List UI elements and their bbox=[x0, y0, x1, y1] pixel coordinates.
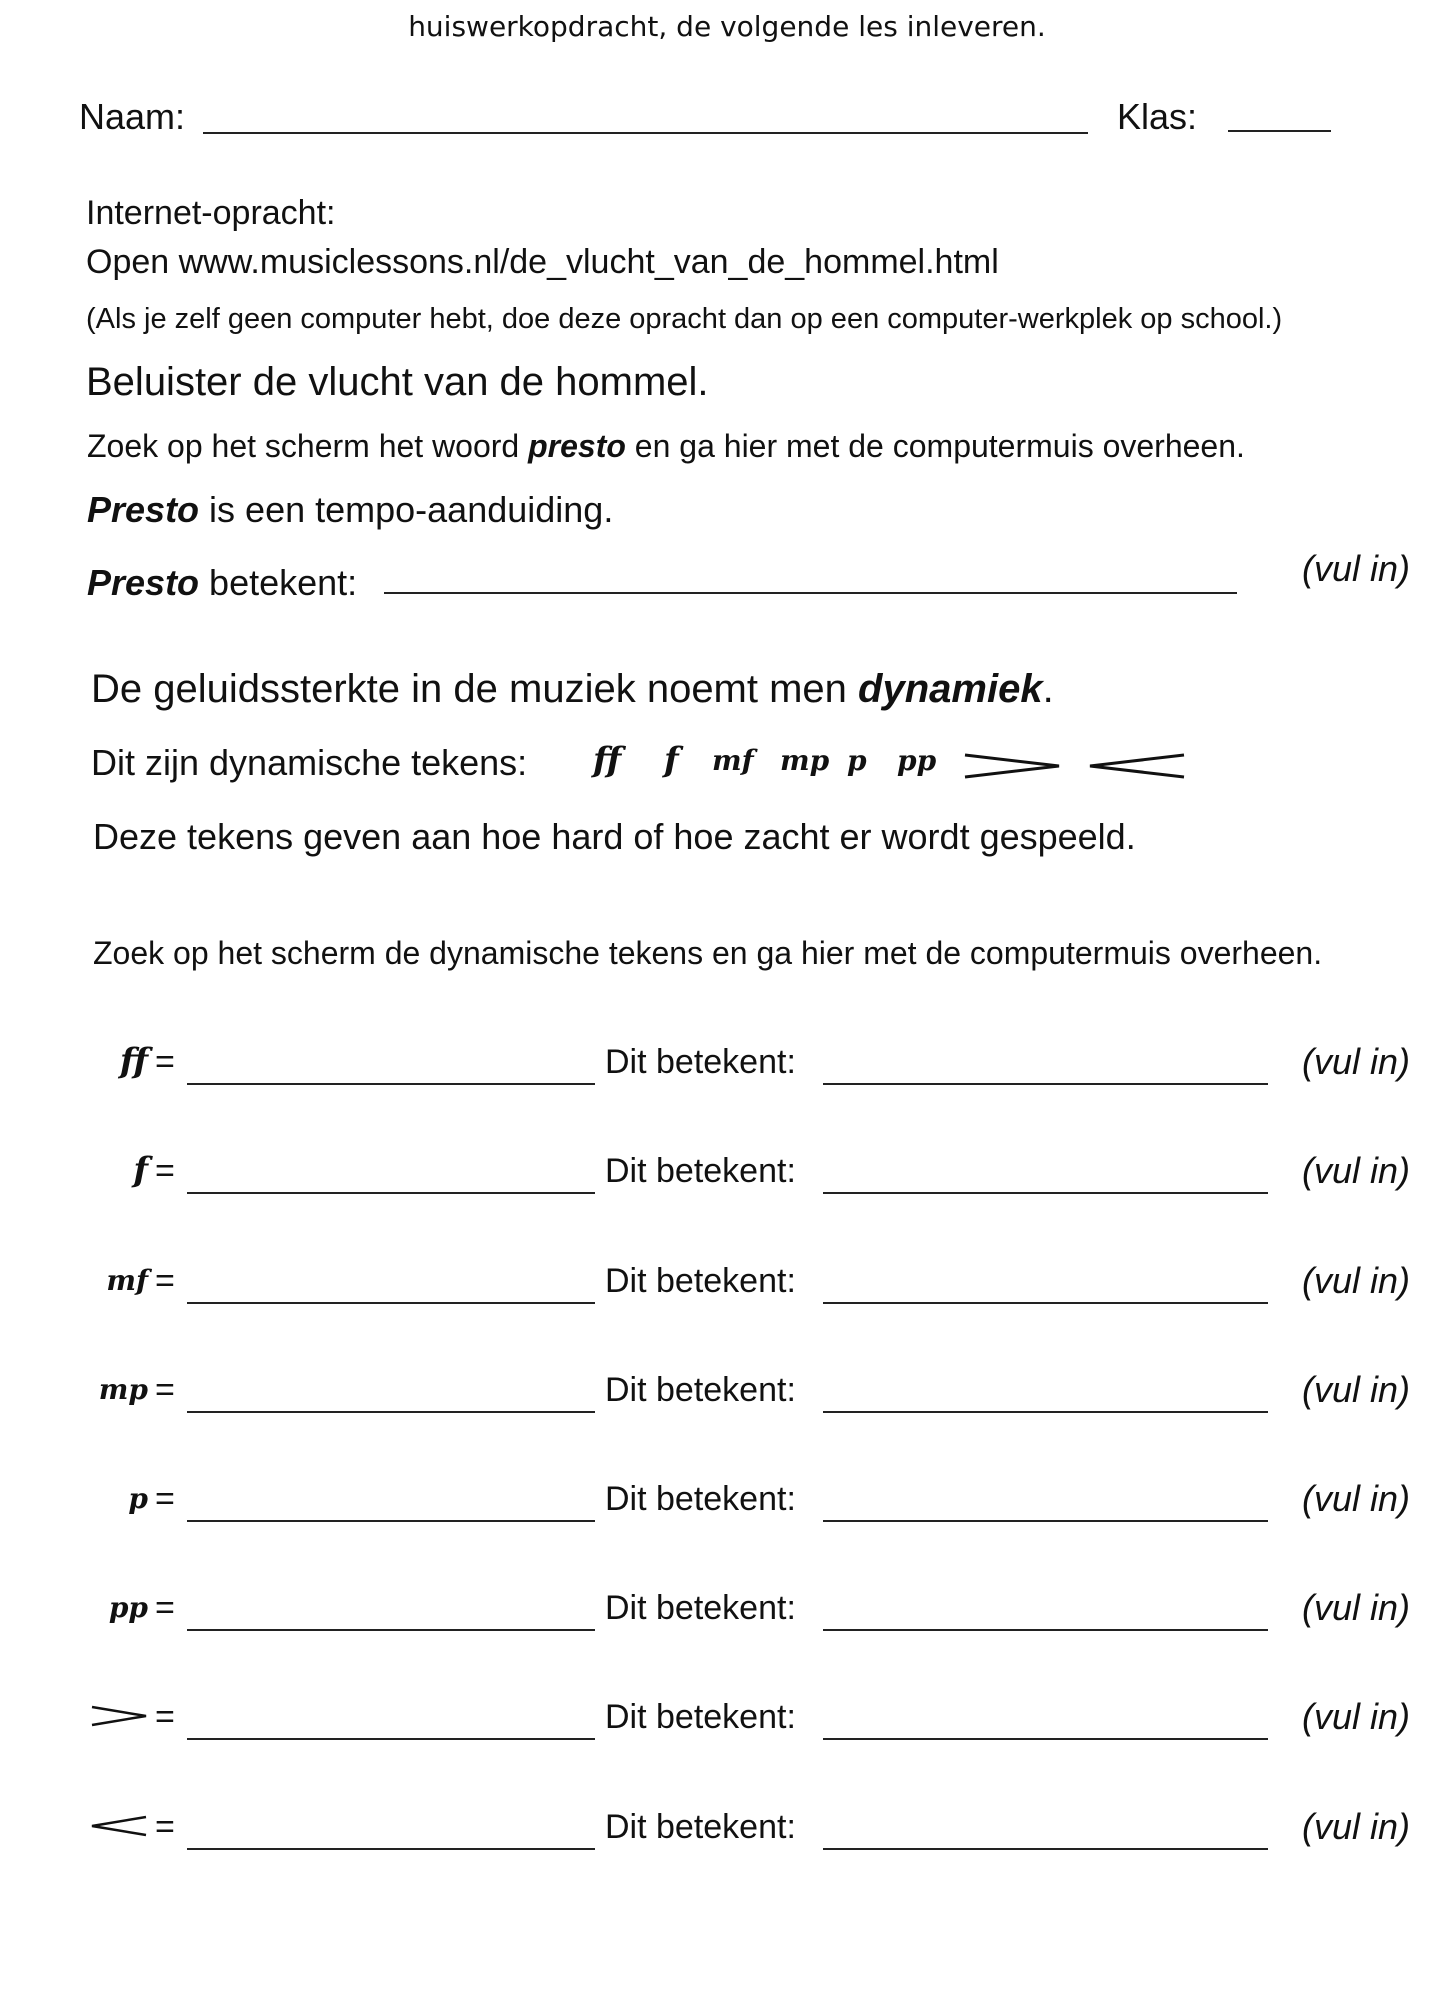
equals-sign: = bbox=[155, 1589, 175, 1627]
dynamics-intro: De geluidssterkte in de muziek noemt men dynamiek. bbox=[91, 667, 1054, 711]
fill-in-hint: (vul in) bbox=[1302, 1369, 1411, 1410]
internet-heading: Internet-opracht: bbox=[86, 194, 336, 232]
sign-name-input-line[interactable] bbox=[187, 1629, 595, 1631]
sign-name-input-line[interactable] bbox=[187, 1083, 595, 1085]
dynamics-row-mp bbox=[0, 1361, 1454, 1421]
fill-in-hint: (vul in) bbox=[1302, 1260, 1411, 1301]
homework-note: huiswerkopdracht, de volgende les inleveren. bbox=[408, 10, 1046, 43]
dynamics-row-pp bbox=[0, 1579, 1454, 1639]
sign-ff: ff bbox=[593, 740, 622, 780]
presto-fill-in: (vul in) bbox=[1302, 548, 1411, 589]
meaning-input-line[interactable] bbox=[823, 1192, 1268, 1194]
meaning-label: Dit betekent: bbox=[605, 1589, 796, 1627]
presto-answer-line[interactable] bbox=[384, 592, 1237, 594]
dynamics-row-f bbox=[0, 1142, 1454, 1202]
sign-name-input-line[interactable] bbox=[187, 1848, 595, 1850]
equals-sign: = bbox=[155, 1808, 175, 1846]
crescendo-icon bbox=[1088, 752, 1188, 780]
class-label: Klas: bbox=[1117, 96, 1198, 137]
fill-in-hint: (vul in) bbox=[1302, 1478, 1411, 1519]
row-sign: p bbox=[128, 1482, 148, 1515]
meaning-input-line[interactable] bbox=[823, 1302, 1268, 1304]
meaning-label: Dit betekent: bbox=[605, 1152, 796, 1190]
crescendo-icon bbox=[90, 1814, 150, 1838]
computer-note: (Als je zelf geen computer hebt, doe deze opracht dan op een computer-werkplek op school.) bbox=[86, 303, 1283, 335]
row-sign: ff bbox=[119, 1041, 148, 1081]
row-sign: f bbox=[133, 1150, 148, 1190]
meaning-label: Dit betekent: bbox=[605, 1480, 796, 1518]
meaning-input-line[interactable] bbox=[823, 1848, 1268, 1850]
presto-tempo-text: Presto is een tempo-aanduiding. bbox=[87, 489, 614, 530]
sign-name-input-line[interactable] bbox=[187, 1192, 595, 1194]
equals-sign: = bbox=[155, 1371, 175, 1409]
listen-heading: Beluister de vlucht van de hommel. bbox=[86, 360, 709, 404]
dynamic-signs-label: Dit zijn dynamische tekens: bbox=[91, 742, 528, 783]
equals-sign: = bbox=[155, 1698, 175, 1736]
meaning-label: Dit betekent: bbox=[605, 1698, 796, 1736]
sign-name-input-line[interactable] bbox=[187, 1738, 595, 1740]
meaning-input-line[interactable] bbox=[823, 1629, 1268, 1631]
sign-mp: mp bbox=[780, 744, 830, 777]
sign-mf: mf bbox=[712, 744, 754, 777]
decrescendo-icon bbox=[963, 752, 1063, 780]
sign-name-input-line[interactable] bbox=[187, 1302, 595, 1304]
equals-sign: = bbox=[155, 1152, 175, 1190]
meaning-label: Dit betekent: bbox=[605, 1371, 796, 1409]
equals-sign: = bbox=[155, 1043, 175, 1081]
dynamics-row-mf bbox=[0, 1252, 1454, 1312]
meaning-label: Dit betekent: bbox=[605, 1808, 796, 1846]
name-label: Naam: bbox=[79, 96, 186, 137]
dynamics-row-crescendo bbox=[0, 1798, 1454, 1858]
equals-sign: = bbox=[155, 1480, 175, 1518]
meaning-input-line[interactable] bbox=[823, 1738, 1268, 1740]
row-sign: mf bbox=[106, 1264, 148, 1297]
name-input-line[interactable] bbox=[203, 132, 1088, 134]
sign-name-input-line[interactable] bbox=[187, 1520, 595, 1522]
dynamics-row-decrescendo bbox=[0, 1688, 1454, 1748]
row-sign: mp bbox=[98, 1373, 148, 1406]
dynamics-search-instruction: Zoek op het scherm de dynamische tekens en ga hier met de computermuis overheen. bbox=[93, 935, 1323, 971]
fill-in-hint: (vul in) bbox=[1302, 1150, 1411, 1191]
class-input-line[interactable] bbox=[1228, 130, 1331, 132]
sign-p: p bbox=[847, 744, 867, 777]
meaning-label: Dit betekent: bbox=[605, 1043, 796, 1081]
fill-in-hint: (vul in) bbox=[1302, 1806, 1411, 1847]
meaning-label: Dit betekent: bbox=[605, 1262, 796, 1300]
meaning-input-line[interactable] bbox=[823, 1411, 1268, 1413]
meaning-input-line[interactable] bbox=[823, 1083, 1268, 1085]
meaning-input-line[interactable] bbox=[823, 1520, 1268, 1522]
fill-in-hint: (vul in) bbox=[1302, 1041, 1411, 1082]
sign-name-input-line[interactable] bbox=[187, 1411, 595, 1413]
find-presto-text: Zoek op het scherm het woord presto en ga hier met de computermuis overheen. bbox=[87, 428, 1245, 464]
dynamics-row-p bbox=[0, 1470, 1454, 1530]
dynamics-explain: Deze tekens geven aan hoe hard of hoe zacht er wordt gespeeld. bbox=[93, 816, 1136, 857]
sign-pp: pp bbox=[897, 744, 937, 777]
fill-in-hint: (vul in) bbox=[1302, 1696, 1411, 1737]
decrescendo-icon bbox=[90, 1704, 150, 1728]
fill-in-hint: (vul in) bbox=[1302, 1587, 1411, 1628]
sign-f: f bbox=[664, 740, 679, 780]
row-sign: pp bbox=[108, 1591, 148, 1624]
equals-sign: = bbox=[155, 1262, 175, 1300]
url-line: Open www.musiclessons.nl/de_vlucht_van_de_hommel.html bbox=[86, 243, 999, 281]
presto-means-label: Presto betekent: bbox=[87, 562, 358, 603]
dynamics-row-ff bbox=[0, 1033, 1454, 1093]
